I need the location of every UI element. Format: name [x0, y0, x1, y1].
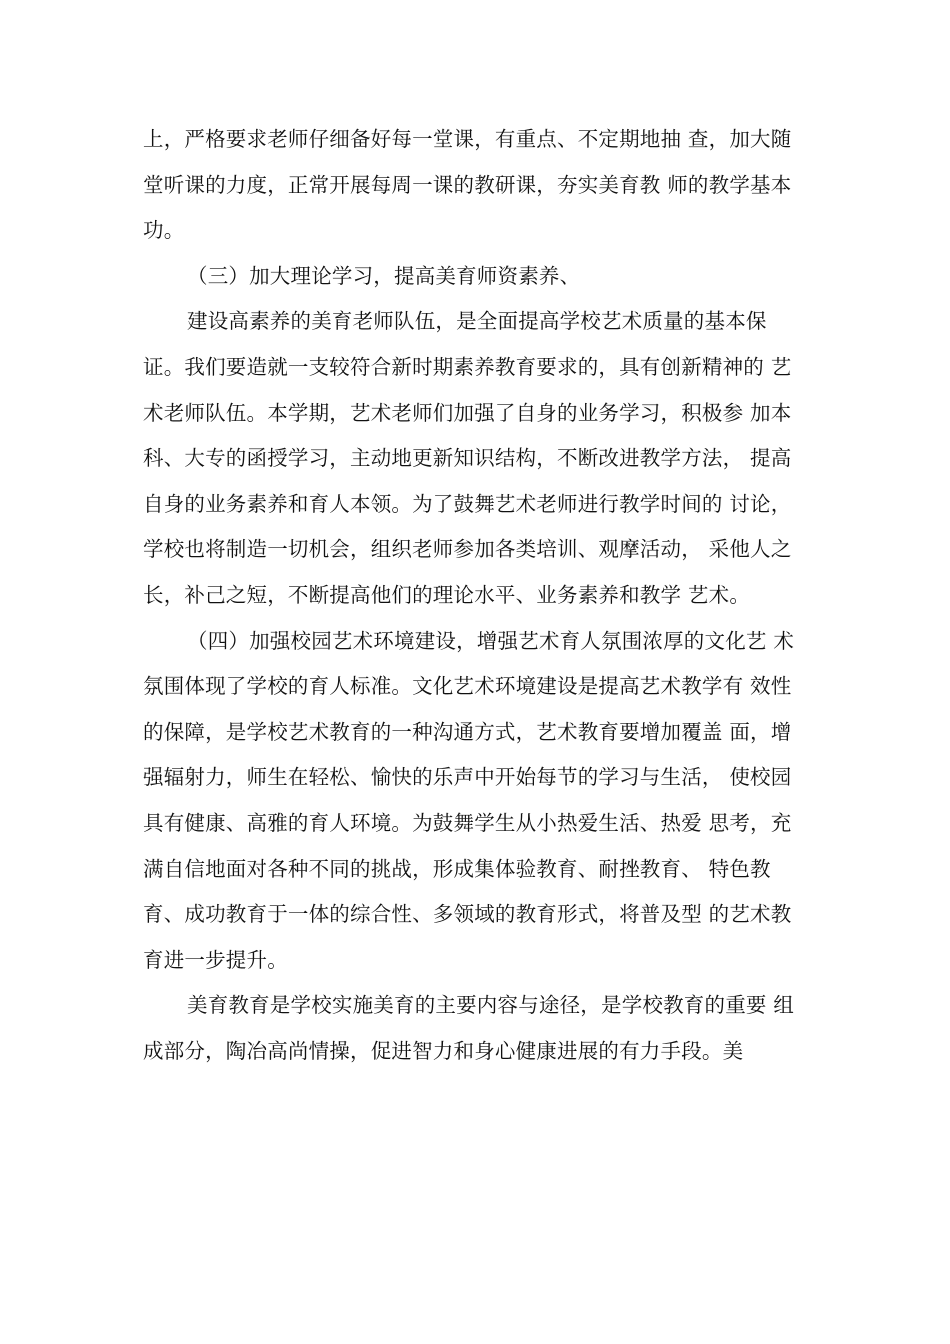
text-line: 学校也将制造一切机会，组织老师参加各类培训、观摩活动， 采他人之	[143, 537, 792, 562]
text-line: 堂听课的力度，正常开展每周一课的教研课，夯实美育教 师的教学基本	[143, 172, 792, 197]
text-line: 证。我们要造就一支较符合新时期素养教育要求的，具有创新精神的 艺	[143, 354, 792, 379]
text-line: 科、大专的函授学习，主动地更新知识结构，不断改进教学方法， 提高	[143, 446, 792, 471]
text-line: 强辐射力，师生在轻松、愉快的乐声中开始每节的学习与生活， 使校园	[143, 765, 792, 790]
text-line: 功。	[143, 218, 185, 243]
text-line: （三）加大理论学习，提高美育师资素养、	[187, 263, 581, 288]
paragraph	[143, 117, 823, 254]
paragraph	[143, 619, 823, 984]
text-line: 满自信地面对各种不同的挑战，形成集体验教育、耐挫教育、 特色教	[143, 856, 771, 881]
text-line: 术老师队伍。本学期，艺术老师们加强了自身的业务学习，积极参 加本	[143, 400, 792, 425]
paragraph	[143, 983, 823, 1074]
text-line: 自身的业务素养和育人本领。为了鼓舞艺术老师进行教学时间的 讨论，	[143, 491, 792, 516]
text-line: 育、成功教育于一体的综合性、多领域的教育形式，将普及型 的艺术教	[143, 902, 792, 927]
text-line: 长，补己之短，不断提高他们的理论水平、业务素养和教学 艺术。	[143, 582, 751, 607]
text-line: 上，严格要求老师仔细备好每一堂课，有重点、不定期地抽 查，加大随	[143, 127, 792, 151]
text-line: 成部分，陶冶高尚情操，促进智力和身心健康进展的有力手段。美	[143, 1038, 744, 1063]
text-line: 育进一步提升。	[143, 947, 288, 972]
text-line: 氛围体现了学校的育人标准。文化艺术环境建设是提高艺术教学有 效性	[143, 674, 792, 699]
paragraph	[143, 299, 823, 618]
text-line: 美育教育是学校实施美育的主要内容与途径，是学校教育的重要 组	[187, 993, 795, 1018]
text-line: 的保障，是学校艺术教育的一种沟通方式，艺术教育要增加覆盖 面，增	[143, 719, 792, 744]
text-line: 具有健康、高雅的育人环境。为鼓舞学生从小热爱生活、热爱 思考，充	[143, 810, 792, 835]
paragraph	[143, 254, 823, 300]
text-line: 建设高素养的美育老师队伍，是全面提高学校艺术质量的基本保	[187, 309, 767, 334]
text-line: （四）加强校园艺术环境建设，增强艺术育人氛围浓厚的文化艺 术	[187, 628, 795, 653]
document-body	[143, 117, 823, 1074]
